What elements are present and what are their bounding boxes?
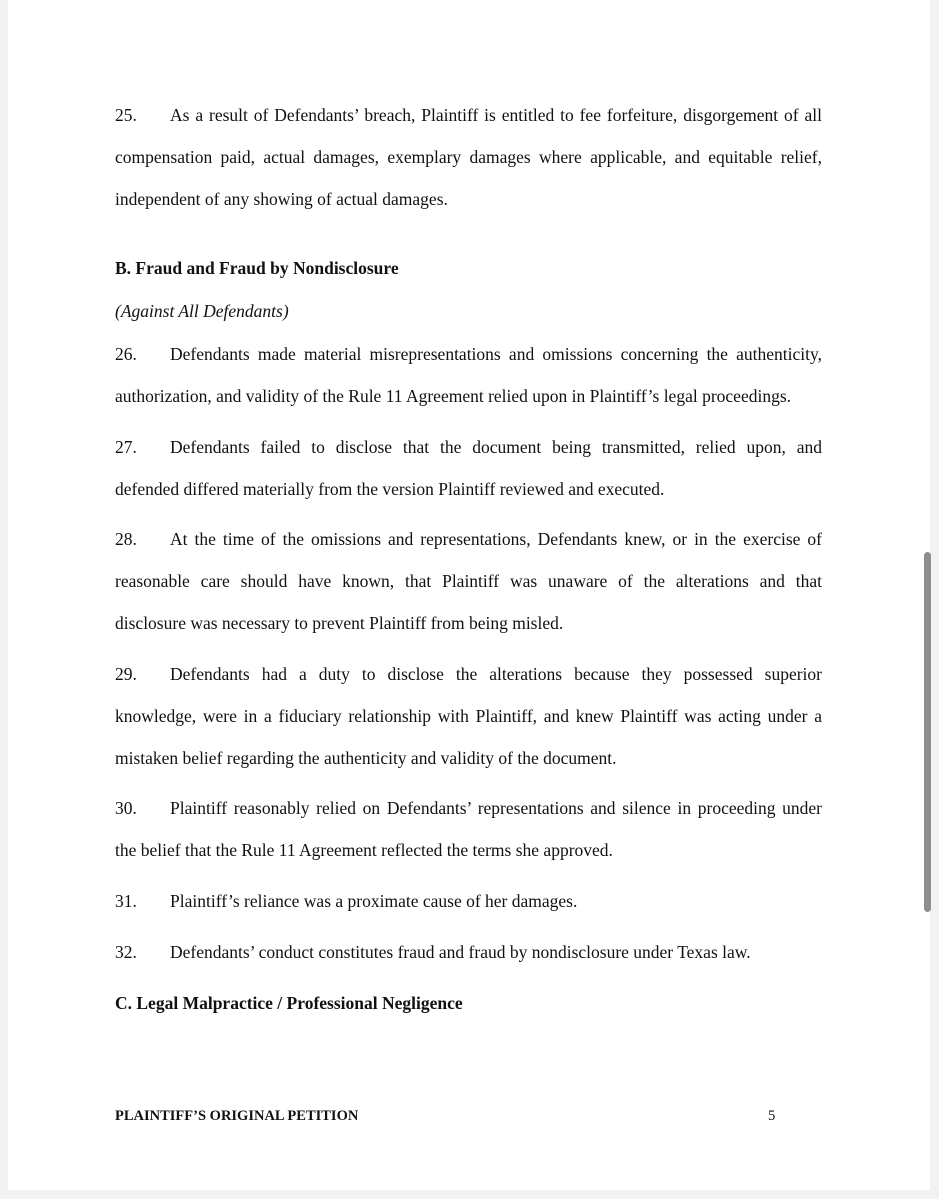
- paragraph-31: [115, 889, 822, 913]
- paragraph-line: 26. Defendants made material misrepresentations and omissions concerning the authenticity,: [115, 333, 822, 375]
- paragraph-number: 27.: [115, 437, 137, 457]
- section-heading-c: C. Legal Malpractice / Professional Negligence: [115, 993, 463, 1013]
- footer-page-number: 5: [768, 1108, 776, 1124]
- paragraph-number: 30.: [115, 798, 137, 818]
- paragraph-30: [115, 787, 822, 871]
- paragraph-28: [115, 518, 822, 644]
- paragraph-line: knowledge, were in a fiduciary relationship with Plaintiff, and knew Plaintiff was acting under a: [115, 706, 822, 726]
- paragraph-line: 25. As a result of Defendants’ breach, Plaintiff is entitled to fee forfeiture, disgorgement of all: [115, 94, 822, 136]
- paragraph-number: 29.: [115, 664, 137, 684]
- paragraph-26: [115, 333, 822, 417]
- paragraph-line: 30. Plaintiff reasonably relied on Defendants’ representations and silence in proceeding under: [115, 787, 822, 829]
- paragraph-25: [115, 94, 822, 220]
- paragraph-line: 29. Defendants had a duty to disclose the alterations because they possessed superior: [115, 653, 822, 695]
- paragraph-line: mistaken belief regarding the authenticity and validity of the document.: [115, 748, 617, 768]
- paragraph-number: 25.: [115, 105, 137, 125]
- paragraph-line: authorization, and validity of the Rule 11 Agreement relied upon in Plaintiff’s legal proceedings.: [115, 386, 792, 406]
- paragraph-number: 32.: [115, 942, 137, 962]
- paragraph-number: 31.: [115, 891, 137, 911]
- paragraph-text: Plaintiff’s reliance was a proximate cause of her damages.: [170, 891, 578, 911]
- paragraph-line: disclosure was necessary to prevent Plaintiff from being misled.: [115, 613, 564, 633]
- section-subheading-b: (Against All Defendants): [115, 301, 289, 321]
- paragraph-line: 28. At the time of the omissions and representations, Defendants knew, or in the exercise of: [115, 518, 822, 560]
- paragraph-line: the belief that the Rule 11 Agreement reflected the terms she approved.: [115, 840, 613, 860]
- paragraph-line: 27. Defendants failed to disclose that the document being transmitted, relied upon, and: [115, 426, 822, 468]
- paragraph-line: independent of any showing of actual damages.: [115, 189, 448, 209]
- paragraph-number: 26.: [115, 344, 137, 364]
- footer-document-title: PLAINTIFF’S ORIGINAL PETITION: [115, 1108, 359, 1124]
- section-heading-b: B. Fraud and Fraud by Nondisclosure: [115, 258, 399, 278]
- paragraph-line: reasonable care should have known, that Plaintiff was unaware of the alterations and that: [115, 571, 822, 591]
- paragraph-27: [115, 426, 822, 510]
- paragraph-29: [115, 653, 822, 779]
- paragraph-text: Defendants’ conduct constitutes fraud and fraud by nondisclosure under Texas law.: [170, 942, 751, 962]
- document-page: [8, 0, 930, 1190]
- paragraph-32: [115, 940, 822, 964]
- paragraph-line: compensation paid, actual damages, exemplary damages where applicable, and equitable relief,: [115, 147, 822, 167]
- paragraph-line: defended differed materially from the version Plaintiff reviewed and executed.: [115, 479, 665, 499]
- paragraph-number: 28.: [115, 529, 137, 549]
- vertical-scrollbar-thumb[interactable]: [924, 552, 931, 912]
